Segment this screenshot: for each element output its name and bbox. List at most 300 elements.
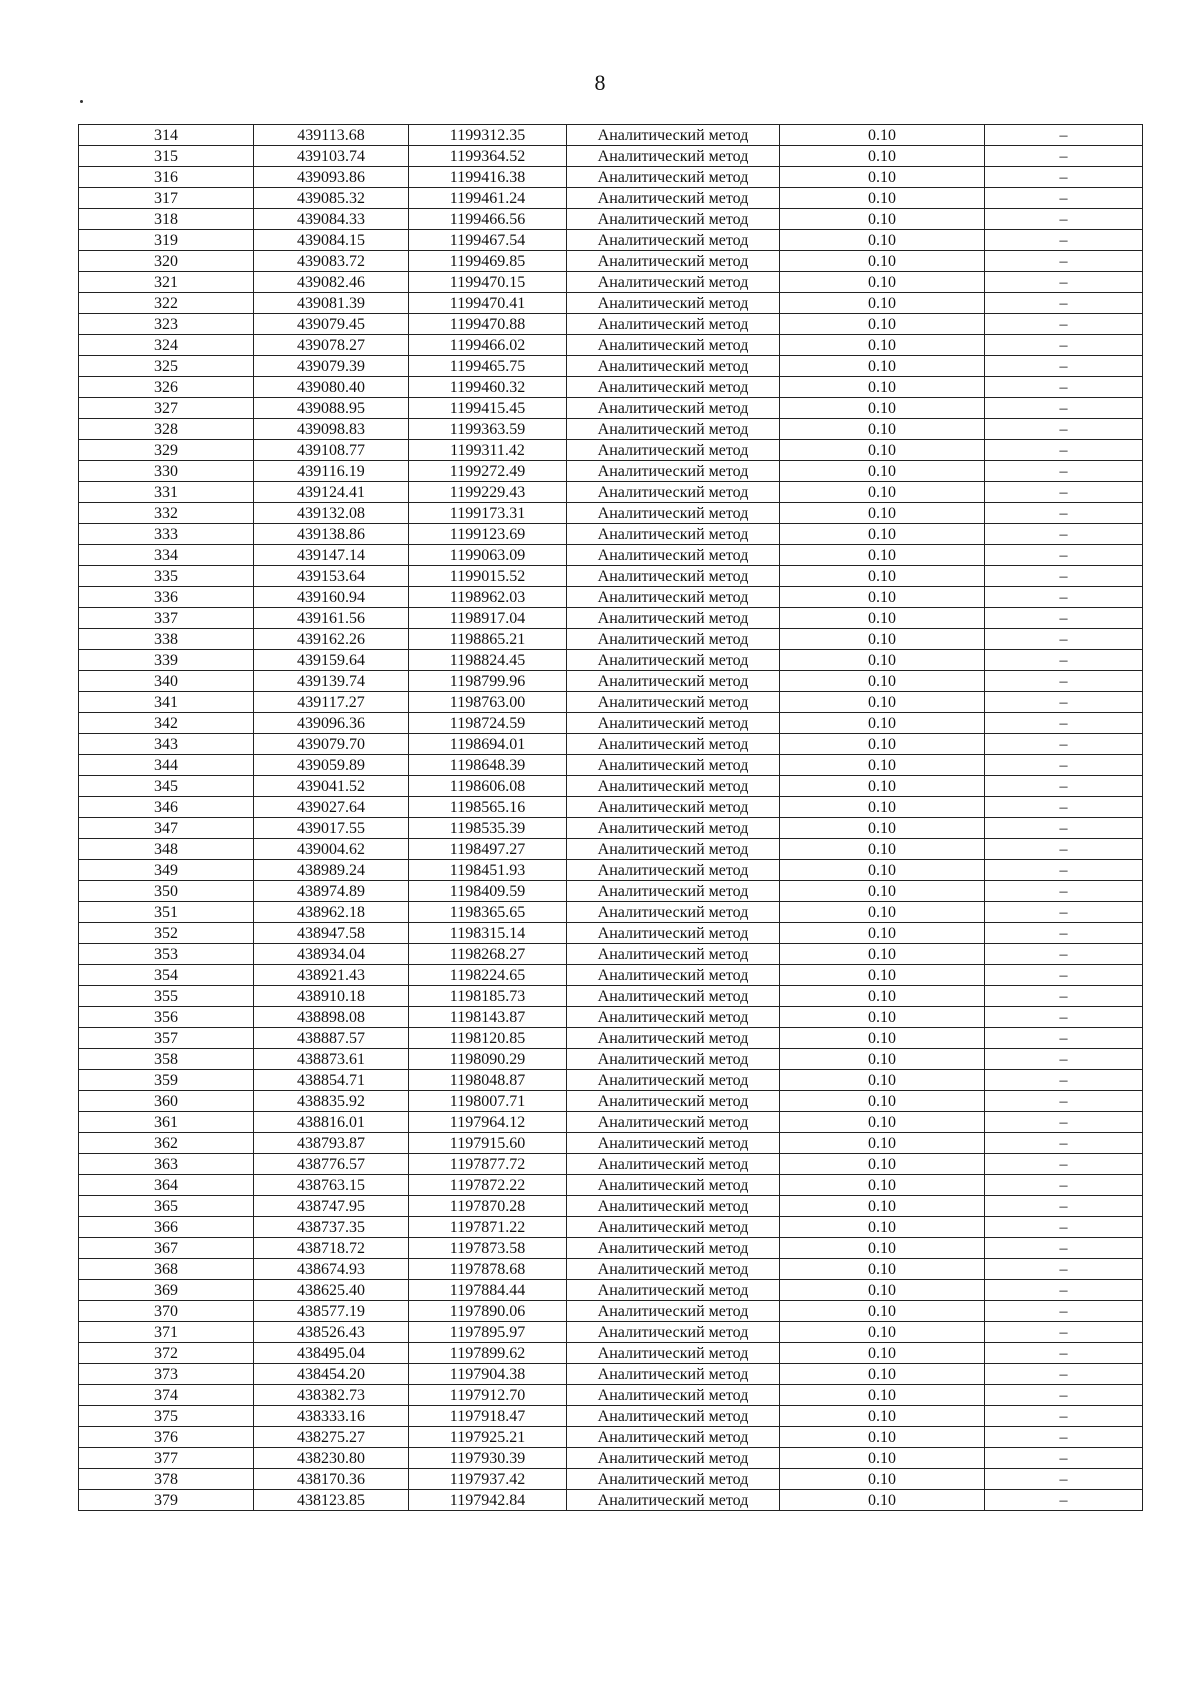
x-coordinate-cell: 439096.36	[254, 713, 409, 734]
accuracy-cell: 0.10	[780, 902, 985, 923]
note-cell: –	[985, 671, 1143, 692]
note-cell: –	[985, 650, 1143, 671]
accuracy-cell: 0.10	[780, 1112, 985, 1133]
note-cell: –	[985, 1490, 1143, 1511]
y-coordinate-cell: 1198224.65	[409, 965, 567, 986]
table-row	[79, 503, 1143, 524]
note-cell: –	[985, 944, 1143, 965]
table-row	[79, 671, 1143, 692]
x-coordinate-cell: 439059.89	[254, 755, 409, 776]
note-cell: –	[985, 923, 1143, 944]
x-coordinate-cell: 439093.86	[254, 167, 409, 188]
y-coordinate-cell: 1199311.42	[409, 440, 567, 461]
y-coordinate-cell: 1197871.22	[409, 1217, 567, 1238]
method-cell: Аналитический метод	[567, 188, 780, 209]
point-number-cell: 325	[79, 356, 254, 377]
x-coordinate-cell: 439082.46	[254, 272, 409, 293]
x-coordinate-cell: 439117.27	[254, 692, 409, 713]
x-coordinate-cell: 439027.64	[254, 797, 409, 818]
note-cell: –	[985, 503, 1143, 524]
method-cell: Аналитический метод	[567, 734, 780, 755]
point-number-cell: 373	[79, 1364, 254, 1385]
note-cell: –	[985, 440, 1143, 461]
table-row	[79, 461, 1143, 482]
note-cell: –	[985, 482, 1143, 503]
x-coordinate-cell: 439103.74	[254, 146, 409, 167]
point-number-cell: 377	[79, 1448, 254, 1469]
y-coordinate-cell: 1198724.59	[409, 713, 567, 734]
y-coordinate-cell: 1198763.00	[409, 692, 567, 713]
x-coordinate-cell: 439085.32	[254, 188, 409, 209]
note-cell: –	[985, 1448, 1143, 1469]
point-number-cell: 324	[79, 335, 254, 356]
note-cell: –	[985, 1217, 1143, 1238]
method-cell: Аналитический метод	[567, 776, 780, 797]
method-cell: Аналитический метод	[567, 314, 780, 335]
table-row	[79, 1343, 1143, 1364]
accuracy-cell: 0.10	[780, 272, 985, 293]
x-coordinate-cell: 439079.70	[254, 734, 409, 755]
y-coordinate-cell: 1197877.72	[409, 1154, 567, 1175]
point-number-cell: 358	[79, 1049, 254, 1070]
method-cell: Аналитический метод	[567, 1133, 780, 1154]
y-coordinate-cell: 1199173.31	[409, 503, 567, 524]
method-cell: Аналитический метод	[567, 1007, 780, 1028]
table-row	[79, 188, 1143, 209]
method-cell: Аналитический метод	[567, 608, 780, 629]
method-cell: Аналитический метод	[567, 839, 780, 860]
point-number-cell: 378	[79, 1469, 254, 1490]
method-cell: Аналитический метод	[567, 335, 780, 356]
x-coordinate-cell: 439139.74	[254, 671, 409, 692]
x-coordinate-cell: 438275.27	[254, 1427, 409, 1448]
point-number-cell: 365	[79, 1196, 254, 1217]
point-number-cell: 372	[79, 1343, 254, 1364]
y-coordinate-cell: 1197925.21	[409, 1427, 567, 1448]
table-row	[79, 860, 1143, 881]
accuracy-cell: 0.10	[780, 629, 985, 650]
accuracy-cell: 0.10	[780, 608, 985, 629]
y-coordinate-cell: 1197912.70	[409, 1385, 567, 1406]
accuracy-cell: 0.10	[780, 734, 985, 755]
table-row	[79, 398, 1143, 419]
method-cell: Аналитический метод	[567, 503, 780, 524]
y-coordinate-cell: 1197930.39	[409, 1448, 567, 1469]
table-row	[79, 608, 1143, 629]
table-row	[79, 1112, 1143, 1133]
x-coordinate-cell: 438816.01	[254, 1112, 409, 1133]
method-cell: Аналитический метод	[567, 965, 780, 986]
accuracy-cell: 0.10	[780, 1490, 985, 1511]
note-cell: –	[985, 314, 1143, 335]
note-cell: –	[985, 1175, 1143, 1196]
y-coordinate-cell: 1199123.69	[409, 524, 567, 545]
note-cell: –	[985, 755, 1143, 776]
method-cell: Аналитический метод	[567, 986, 780, 1007]
accuracy-cell: 0.10	[780, 125, 985, 146]
accuracy-cell: 0.10	[780, 461, 985, 482]
coordinates-table	[78, 124, 1143, 1511]
note-cell: –	[985, 1049, 1143, 1070]
note-cell: –	[985, 251, 1143, 272]
y-coordinate-cell: 1197918.47	[409, 1406, 567, 1427]
x-coordinate-cell: 439084.33	[254, 209, 409, 230]
table-row	[79, 419, 1143, 440]
y-coordinate-cell: 1198535.39	[409, 818, 567, 839]
y-coordinate-cell: 1197937.42	[409, 1469, 567, 1490]
x-coordinate-cell: 439116.19	[254, 461, 409, 482]
x-coordinate-cell: 438873.61	[254, 1049, 409, 1070]
accuracy-cell: 0.10	[780, 1154, 985, 1175]
x-coordinate-cell: 438921.43	[254, 965, 409, 986]
y-coordinate-cell: 1198185.73	[409, 986, 567, 1007]
accuracy-cell: 0.10	[780, 1385, 985, 1406]
table-row	[79, 755, 1143, 776]
note-cell: –	[985, 629, 1143, 650]
accuracy-cell: 0.10	[780, 209, 985, 230]
table-row	[79, 902, 1143, 923]
accuracy-cell: 0.10	[780, 1259, 985, 1280]
table-row	[79, 1427, 1143, 1448]
table-row	[79, 209, 1143, 230]
x-coordinate-cell: 439147.14	[254, 545, 409, 566]
note-cell: –	[985, 587, 1143, 608]
accuracy-cell: 0.10	[780, 251, 985, 272]
accuracy-cell: 0.10	[780, 146, 985, 167]
accuracy-cell: 0.10	[780, 335, 985, 356]
point-number-cell: 349	[79, 860, 254, 881]
method-cell: Аналитический метод	[567, 1238, 780, 1259]
point-number-cell: 342	[79, 713, 254, 734]
y-coordinate-cell: 1197890.06	[409, 1301, 567, 1322]
point-number-cell: 326	[79, 377, 254, 398]
method-cell: Аналитический метод	[567, 860, 780, 881]
method-cell: Аналитический метод	[567, 398, 780, 419]
method-cell: Аналитический метод	[567, 1280, 780, 1301]
y-coordinate-cell: 1198451.93	[409, 860, 567, 881]
note-cell: –	[985, 1322, 1143, 1343]
table-row	[79, 1070, 1143, 1091]
note-cell: –	[985, 566, 1143, 587]
accuracy-cell: 0.10	[780, 503, 985, 524]
method-cell: Аналитический метод	[567, 1217, 780, 1238]
accuracy-cell: 0.10	[780, 1007, 985, 1028]
y-coordinate-cell: 1198409.59	[409, 881, 567, 902]
note-cell: –	[985, 1070, 1143, 1091]
table-row	[79, 1322, 1143, 1343]
x-coordinate-cell: 438170.36	[254, 1469, 409, 1490]
method-cell: Аналитический метод	[567, 650, 780, 671]
point-number-cell: 335	[79, 566, 254, 587]
y-coordinate-cell: 1198120.85	[409, 1028, 567, 1049]
table-row	[79, 566, 1143, 587]
point-number-cell: 360	[79, 1091, 254, 1112]
accuracy-cell: 0.10	[780, 650, 985, 671]
note-cell: –	[985, 1028, 1143, 1049]
y-coordinate-cell: 1198365.65	[409, 902, 567, 923]
point-number-cell: 361	[79, 1112, 254, 1133]
y-coordinate-cell: 1199063.09	[409, 545, 567, 566]
method-cell: Аналитический метод	[567, 923, 780, 944]
table-row	[79, 1406, 1143, 1427]
y-coordinate-cell: 1198962.03	[409, 587, 567, 608]
method-cell: Аналитический метод	[567, 1091, 780, 1112]
accuracy-cell: 0.10	[780, 314, 985, 335]
accuracy-cell: 0.10	[780, 797, 985, 818]
note-cell: –	[985, 272, 1143, 293]
x-coordinate-cell: 438776.57	[254, 1154, 409, 1175]
page-number: 8	[594, 70, 606, 95]
method-cell: Аналитический метод	[567, 440, 780, 461]
x-coordinate-cell: 439113.68	[254, 125, 409, 146]
method-cell: Аналитический метод	[567, 1322, 780, 1343]
note-cell: –	[985, 335, 1143, 356]
method-cell: Аналитический метод	[567, 125, 780, 146]
accuracy-cell: 0.10	[780, 923, 985, 944]
x-coordinate-cell: 438454.20	[254, 1364, 409, 1385]
x-coordinate-cell: 439162.26	[254, 629, 409, 650]
accuracy-cell: 0.10	[780, 881, 985, 902]
y-coordinate-cell: 1197904.38	[409, 1364, 567, 1385]
point-number-cell: 355	[79, 986, 254, 1007]
note-cell: –	[985, 230, 1143, 251]
method-cell: Аналитический метод	[567, 713, 780, 734]
y-coordinate-cell: 1199015.52	[409, 566, 567, 587]
table-row	[79, 1217, 1143, 1238]
point-number-cell: 351	[79, 902, 254, 923]
table-row	[79, 734, 1143, 755]
accuracy-cell: 0.10	[780, 1049, 985, 1070]
table-row	[79, 1196, 1143, 1217]
point-number-cell: 350	[79, 881, 254, 902]
accuracy-cell: 0.10	[780, 1196, 985, 1217]
coordinates-table-body	[79, 125, 1143, 1511]
table-row	[79, 545, 1143, 566]
y-coordinate-cell: 1197884.44	[409, 1280, 567, 1301]
table-row	[79, 1280, 1143, 1301]
y-coordinate-cell: 1197872.22	[409, 1175, 567, 1196]
accuracy-cell: 0.10	[780, 860, 985, 881]
note-cell: –	[985, 1238, 1143, 1259]
table-row	[79, 923, 1143, 944]
accuracy-cell: 0.10	[780, 713, 985, 734]
x-coordinate-cell: 438835.92	[254, 1091, 409, 1112]
point-number-cell: 317	[79, 188, 254, 209]
x-coordinate-cell: 438230.80	[254, 1448, 409, 1469]
point-number-cell: 343	[79, 734, 254, 755]
method-cell: Аналитический метод	[567, 1469, 780, 1490]
point-number-cell: 354	[79, 965, 254, 986]
table-row	[79, 1259, 1143, 1280]
accuracy-cell: 0.10	[780, 1427, 985, 1448]
table-row	[79, 125, 1143, 146]
table-row	[79, 1448, 1143, 1469]
note-cell: –	[985, 419, 1143, 440]
point-number-cell: 370	[79, 1301, 254, 1322]
method-cell: Аналитический метод	[567, 1427, 780, 1448]
point-number-cell: 332	[79, 503, 254, 524]
point-number-cell: 336	[79, 587, 254, 608]
y-coordinate-cell: 1198565.16	[409, 797, 567, 818]
x-coordinate-cell: 438910.18	[254, 986, 409, 1007]
x-coordinate-cell: 439081.39	[254, 293, 409, 314]
note-cell: –	[985, 1154, 1143, 1175]
x-coordinate-cell: 438962.18	[254, 902, 409, 923]
method-cell: Аналитический метод	[567, 146, 780, 167]
method-cell: Аналитический метод	[567, 1364, 780, 1385]
note-cell: –	[985, 692, 1143, 713]
x-coordinate-cell: 438854.71	[254, 1070, 409, 1091]
method-cell: Аналитический метод	[567, 818, 780, 839]
table-row	[79, 356, 1143, 377]
y-coordinate-cell: 1199466.02	[409, 335, 567, 356]
accuracy-cell: 0.10	[780, 419, 985, 440]
accuracy-cell: 0.10	[780, 356, 985, 377]
note-cell: –	[985, 377, 1143, 398]
method-cell: Аналитический метод	[567, 251, 780, 272]
point-number-cell: 379	[79, 1490, 254, 1511]
method-cell: Аналитический метод	[567, 755, 780, 776]
method-cell: Аналитический метод	[567, 1385, 780, 1406]
note-cell: –	[985, 146, 1143, 167]
method-cell: Аналитический метод	[567, 1301, 780, 1322]
note-cell: –	[985, 797, 1143, 818]
y-coordinate-cell: 1198799.96	[409, 671, 567, 692]
point-number-cell: 376	[79, 1427, 254, 1448]
table-row	[79, 587, 1143, 608]
point-number-cell: 364	[79, 1175, 254, 1196]
point-number-cell: 366	[79, 1217, 254, 1238]
method-cell: Аналитический метод	[567, 545, 780, 566]
y-coordinate-cell: 1199470.88	[409, 314, 567, 335]
point-number-cell: 319	[79, 230, 254, 251]
point-number-cell: 323	[79, 314, 254, 335]
method-cell: Аналитический метод	[567, 671, 780, 692]
table-row	[79, 272, 1143, 293]
point-number-cell: 341	[79, 692, 254, 713]
y-coordinate-cell: 1199470.15	[409, 272, 567, 293]
method-cell: Аналитический метод	[567, 797, 780, 818]
x-coordinate-cell: 439153.64	[254, 566, 409, 587]
point-number-cell: 353	[79, 944, 254, 965]
table-row	[79, 440, 1143, 461]
point-number-cell: 374	[79, 1385, 254, 1406]
x-coordinate-cell: 438625.40	[254, 1280, 409, 1301]
x-coordinate-cell: 439004.62	[254, 839, 409, 860]
x-coordinate-cell: 439159.64	[254, 650, 409, 671]
note-cell: –	[985, 986, 1143, 1007]
table-row	[79, 1154, 1143, 1175]
y-coordinate-cell: 1197873.58	[409, 1238, 567, 1259]
point-number-cell: 348	[79, 839, 254, 860]
point-number-cell: 368	[79, 1259, 254, 1280]
x-coordinate-cell: 439132.08	[254, 503, 409, 524]
accuracy-cell: 0.10	[780, 1469, 985, 1490]
note-cell: –	[985, 1343, 1143, 1364]
note-cell: –	[985, 1406, 1143, 1427]
y-coordinate-cell: 1197895.97	[409, 1322, 567, 1343]
point-number-cell: 362	[79, 1133, 254, 1154]
x-coordinate-cell: 439080.40	[254, 377, 409, 398]
table-row	[79, 1028, 1143, 1049]
point-number-cell: 328	[79, 419, 254, 440]
x-coordinate-cell: 439041.52	[254, 776, 409, 797]
y-coordinate-cell: 1198048.87	[409, 1070, 567, 1091]
table-row	[79, 797, 1143, 818]
note-cell: –	[985, 398, 1143, 419]
table-row	[79, 1301, 1143, 1322]
accuracy-cell: 0.10	[780, 671, 985, 692]
accuracy-cell: 0.10	[780, 1091, 985, 1112]
point-number-cell: 322	[79, 293, 254, 314]
method-cell: Аналитический метод	[567, 524, 780, 545]
accuracy-cell: 0.10	[780, 377, 985, 398]
accuracy-cell: 0.10	[780, 1364, 985, 1385]
accuracy-cell: 0.10	[780, 1448, 985, 1469]
x-coordinate-cell: 439017.55	[254, 818, 409, 839]
x-coordinate-cell: 439160.94	[254, 587, 409, 608]
point-number-cell: 352	[79, 923, 254, 944]
table-row	[79, 230, 1143, 251]
method-cell: Аналитический метод	[567, 482, 780, 503]
y-coordinate-cell: 1199363.59	[409, 419, 567, 440]
note-cell: –	[985, 125, 1143, 146]
method-cell: Аналитический метод	[567, 461, 780, 482]
y-coordinate-cell: 1199466.56	[409, 209, 567, 230]
x-coordinate-cell: 438674.93	[254, 1259, 409, 1280]
x-coordinate-cell: 438887.57	[254, 1028, 409, 1049]
point-number-cell: 338	[79, 629, 254, 650]
method-cell: Аналитический метод	[567, 629, 780, 650]
note-cell: –	[985, 1007, 1143, 1028]
table-row	[79, 167, 1143, 188]
y-coordinate-cell: 1198606.08	[409, 776, 567, 797]
point-number-cell: 331	[79, 482, 254, 503]
x-coordinate-cell: 439108.77	[254, 440, 409, 461]
accuracy-cell: 0.10	[780, 440, 985, 461]
accuracy-cell: 0.10	[780, 1028, 985, 1049]
note-cell: –	[985, 1091, 1143, 1112]
accuracy-cell: 0.10	[780, 1280, 985, 1301]
method-cell: Аналитический метод	[567, 1259, 780, 1280]
table-row	[79, 377, 1143, 398]
method-cell: Аналитический метод	[567, 1448, 780, 1469]
x-coordinate-cell: 439083.72	[254, 251, 409, 272]
note-cell: –	[985, 209, 1143, 230]
x-coordinate-cell: 438526.43	[254, 1322, 409, 1343]
note-cell: –	[985, 188, 1143, 209]
y-coordinate-cell: 1198090.29	[409, 1049, 567, 1070]
table-row	[79, 776, 1143, 797]
x-coordinate-cell: 438747.95	[254, 1196, 409, 1217]
note-cell: –	[985, 818, 1143, 839]
accuracy-cell: 0.10	[780, 230, 985, 251]
y-coordinate-cell: 1199364.52	[409, 146, 567, 167]
point-number-cell: 369	[79, 1280, 254, 1301]
y-coordinate-cell: 1199415.45	[409, 398, 567, 419]
note-cell: –	[985, 1427, 1143, 1448]
x-coordinate-cell: 438898.08	[254, 1007, 409, 1028]
accuracy-cell: 0.10	[780, 1238, 985, 1259]
method-cell: Аналитический метод	[567, 272, 780, 293]
method-cell: Аналитический метод	[567, 1343, 780, 1364]
method-cell: Аналитический метод	[567, 209, 780, 230]
method-cell: Аналитический метод	[567, 692, 780, 713]
table-row	[79, 1049, 1143, 1070]
point-number-cell: 337	[79, 608, 254, 629]
note-cell: –	[985, 1469, 1143, 1490]
y-coordinate-cell: 1197878.68	[409, 1259, 567, 1280]
